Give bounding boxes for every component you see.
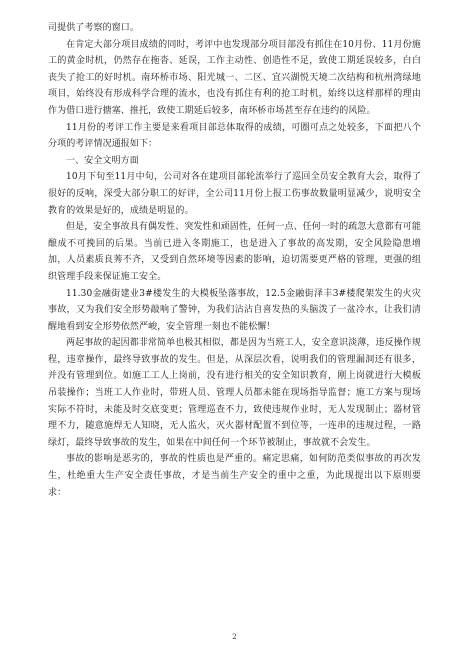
paragraph-8: 两起事故的起因都非常简单也极其相似，都是因为当班工人，安全意识淡薄，违反操作规程，违章操作，最终导致事故的发生。但是，从深层次看，说明我们的管理漏洞还有很多，并没有管理到位。如施工工人上岗前，没有进行相关的安全知识教育，刚上岗就进行大模板吊装操作；当班工人作业时，带班人员、管理人员都未能在现场指导监督；施工方案与现场实际不符时，未能及时交底变更；管理巡查不力，致使违规作业时，无人发现制止；器材管理不力，随意施焊无人知晓，无人监火，灭火器材配置不到位等，一连串的违规过程，一路绿灯，最终导致事故的发生，如果在中间任何一个环节被制止，事故就不会发生。 xyxy=(48,338,421,448)
paragraph-6: 但是，安全事故具有偶发性、突发性和顽固性，任何一点、任何一时的疏忽大意都有可能酿成不可挽回的后果。当前已进入冬期施工，也是进入了事故的高发期，安全风险隐患增加，人员素质良莠不齐，又受到自然环境等因素的影响，迫切需要更严格的管理，更强的组织管理手段来保证施工安全。 xyxy=(48,222,421,282)
paragraph-7: 11.30金融街建业3#楼发生的大模板坠落事故，12.5金融街泽丰3#楼爬架发生的火灾事故，又为我们安全形势敲响了警钟，为我们沾沾自喜发热的头脑泼了一盆冷水，让我们清醒地看到安全形势依然严峻，安全管理一刻也不能松懈！ xyxy=(48,288,421,332)
paragraph-1: 司提供了考察的窗口。 xyxy=(48,23,140,33)
page-number: 2 xyxy=(232,633,237,641)
paragraph-3: 11月份的考评工作主要是来看项目部总体取得的成绩，可圈可点之处较多，下面把八个分项的考评情况通报如下： xyxy=(48,122,421,150)
section-heading-safety: 一、安全文明方面 xyxy=(66,155,139,166)
paragraph-5: 10月下旬至11月中旬，公司对各在建项目部轮流举行了巡回全员安全教育大会，取得了很好的反响，深受大部分职工的好评，全公司11月份上报工伤事故数量明显减少，说明安全教育的效果是好的，成绩是明显的。 xyxy=(48,172,421,216)
paragraph-2: 在肯定大部分项目成绩的同时，考评中也发现部分项目部没有抓住在10月份、11月份施工的黄金时机，仍然存在拖沓、延误，工作主动性、创造性不足，致使工期延误较多，白白丧失了抢工的好时机。南环桥市场、阳光城一、二区、宜兴湖悦天境二次结构和杭州湾绿地项目，始终没有形成科学合理的流水，也没有抓住有利的抢工时机，始终以这样那样的理由作为借口进行搪塞、推托，致使工期延后较多，南环桥市场甚至存在违约的风险。 xyxy=(48,39,421,116)
paragraph-9: 事故的影响是恶劣的，事故的性质也是严重的。痛定思痛，如何防范类似事故的再次发生，杜绝重大生产安全责任事故，才是当前生产安全的重中之重，为此现提出以下原则要求： xyxy=(48,454,421,498)
